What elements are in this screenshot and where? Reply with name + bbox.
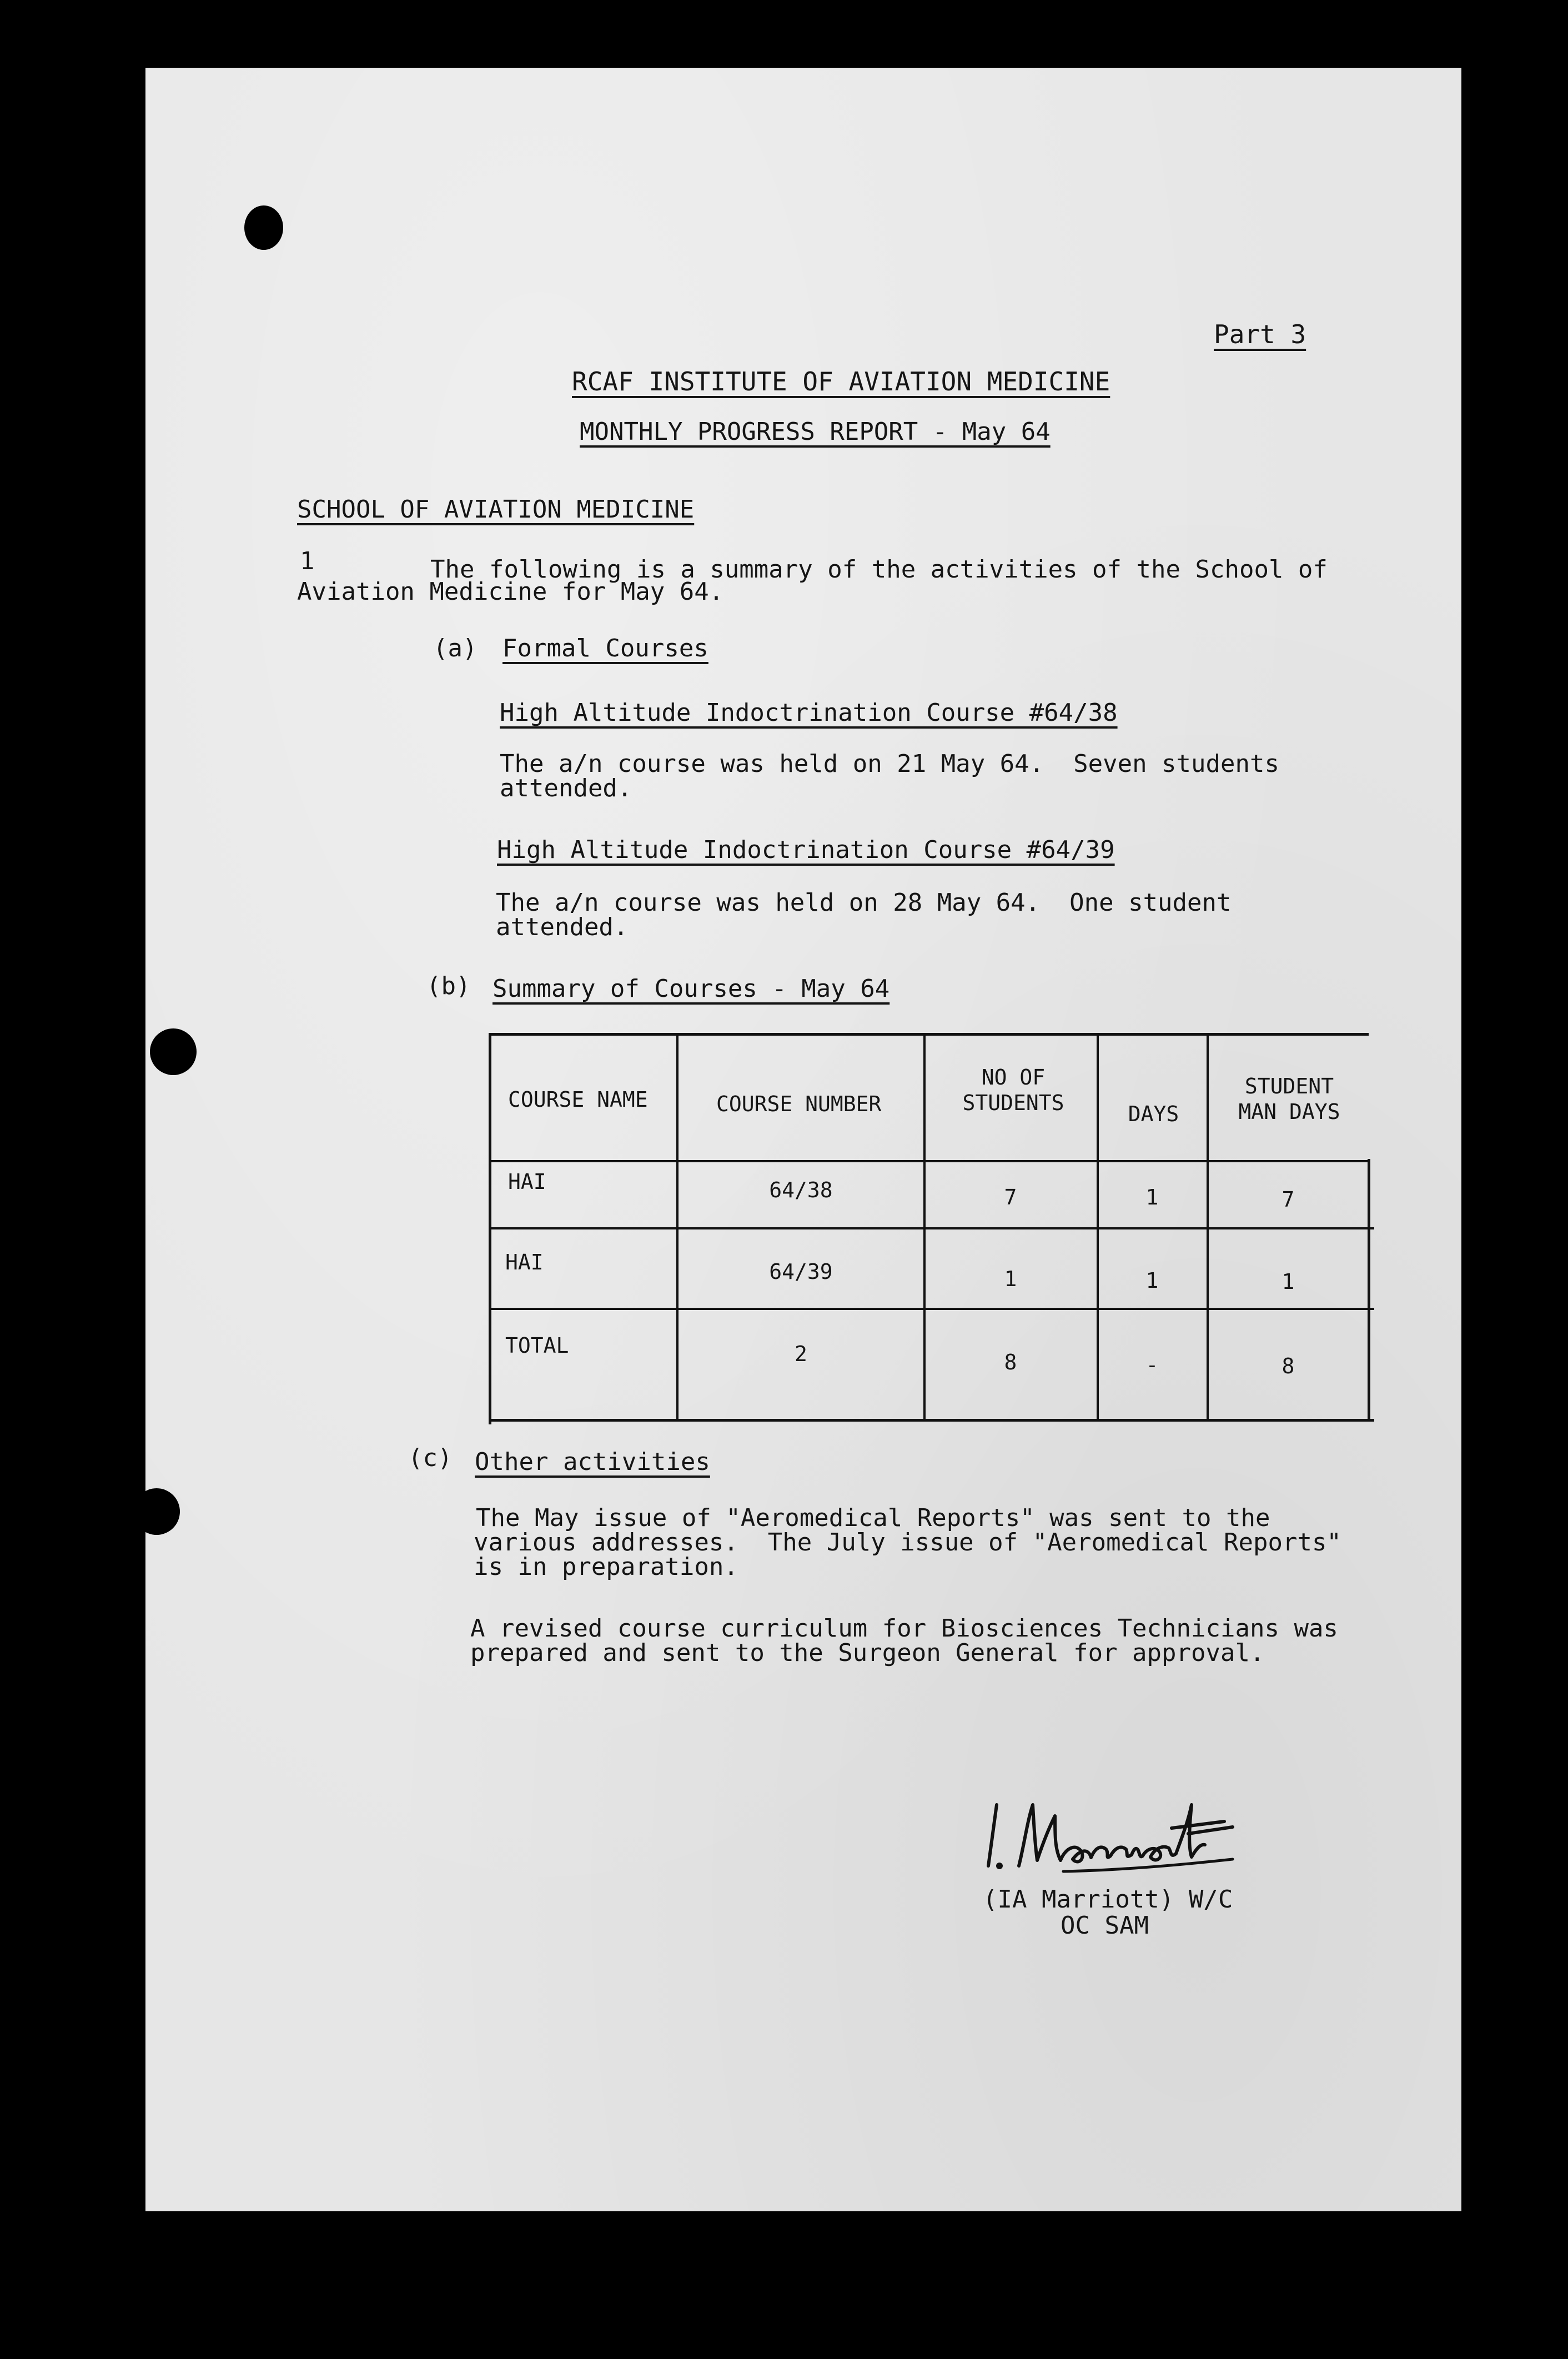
activity-paragraph-line: various addresses. The July issue of "Aeromedical Reports": [474, 1528, 1341, 1557]
table-cell: TOTAL: [505, 1333, 569, 1358]
activity-paragraph-line: is in preparation.: [474, 1553, 738, 1581]
section-heading: SCHOOL OF AVIATION MEDICINE: [297, 495, 695, 524]
table-cell: 64/39: [769, 1259, 833, 1284]
other-activities-heading: Other activities: [475, 1448, 710, 1476]
table-cell: 1: [1145, 1268, 1159, 1293]
punch-hole-middle: [150, 1028, 197, 1075]
document-subtitle: MONTHLY PROGRESS REPORT - May 64: [580, 418, 1051, 446]
signature-text: [972, 1810, 1119, 1837]
signatory-name: (IA Marriott) W/C: [983, 1885, 1233, 1914]
table-cell: 64/38: [769, 1178, 833, 1202]
activity-paragraph-line: A revised course curriculum for Biosciences Technicians was: [470, 1614, 1338, 1643]
table-rule: [491, 1419, 1374, 1422]
paragraph-line: Aviation Medicine for May 64.: [297, 578, 724, 606]
table-header-cell: COURSE NAME: [508, 1087, 648, 1112]
table-header-cell: NO OF STUDENTS: [962, 1065, 1064, 1115]
course-description: attended.: [496, 913, 629, 941]
table-cell: 8: [1281, 1354, 1295, 1378]
signatory-title: OC SAM: [1061, 1911, 1149, 1940]
table-cell: 1: [1004, 1267, 1017, 1291]
table-header-cell: COURSE NUMBER: [716, 1092, 882, 1116]
table-rule: [491, 1308, 1374, 1310]
item-marker-b: (b): [426, 972, 471, 1000]
punch-hole-top: [244, 205, 283, 250]
formal-courses-heading: Formal Courses: [502, 634, 708, 662]
table-rule: [491, 1160, 1369, 1162]
activity-paragraph-line: The May issue of "Aeromedical Reports" was sent to the: [476, 1504, 1270, 1532]
course-title: High Altitude Indoctrination Course #64/38: [500, 699, 1118, 727]
table-cell: 7: [1281, 1187, 1295, 1212]
punch-hole-lower: [133, 1488, 180, 1535]
course-description: The a/n course was held on 21 May 64. Seven students: [500, 750, 1279, 778]
table-header-cell: DAYS: [1128, 1102, 1179, 1126]
table-cell: 2: [795, 1342, 807, 1366]
document-title: RCAF INSTITUTE OF AVIATION MEDICINE: [572, 367, 1110, 396]
part-label: Part 3: [1214, 319, 1306, 349]
course-title: High Altitude Indoctrination Course #64/39: [497, 836, 1115, 864]
table-cell: -: [1145, 1353, 1159, 1377]
table-rule: [491, 1227, 1374, 1229]
item-marker-a: (a): [433, 634, 478, 662]
table-cell: HAI: [508, 1170, 546, 1194]
paragraph-line: The following is a summary of the activities of the School of: [430, 555, 1328, 584]
item-marker-c: (c): [408, 1444, 453, 1472]
activity-paragraph-line: prepared and sent to the Surgeon General for approval.: [470, 1639, 1265, 1667]
table-cell: 1: [1281, 1269, 1295, 1294]
summary-table: [489, 1033, 1369, 1424]
table-header-cell: STUDENT MAN DAYS: [1238, 1074, 1340, 1124]
paragraph-number: 1: [300, 547, 315, 575]
course-description: attended.: [500, 774, 632, 802]
course-description: The a/n course was held on 28 May 64. One student: [496, 889, 1232, 917]
table-cell: 8: [1004, 1350, 1017, 1374]
table-cell: 1: [1145, 1185, 1159, 1209]
table-cell: 7: [1004, 1185, 1017, 1209]
table-cell: HAI: [505, 1250, 544, 1274]
summary-heading: Summary of Courses - May 64: [492, 975, 890, 1003]
